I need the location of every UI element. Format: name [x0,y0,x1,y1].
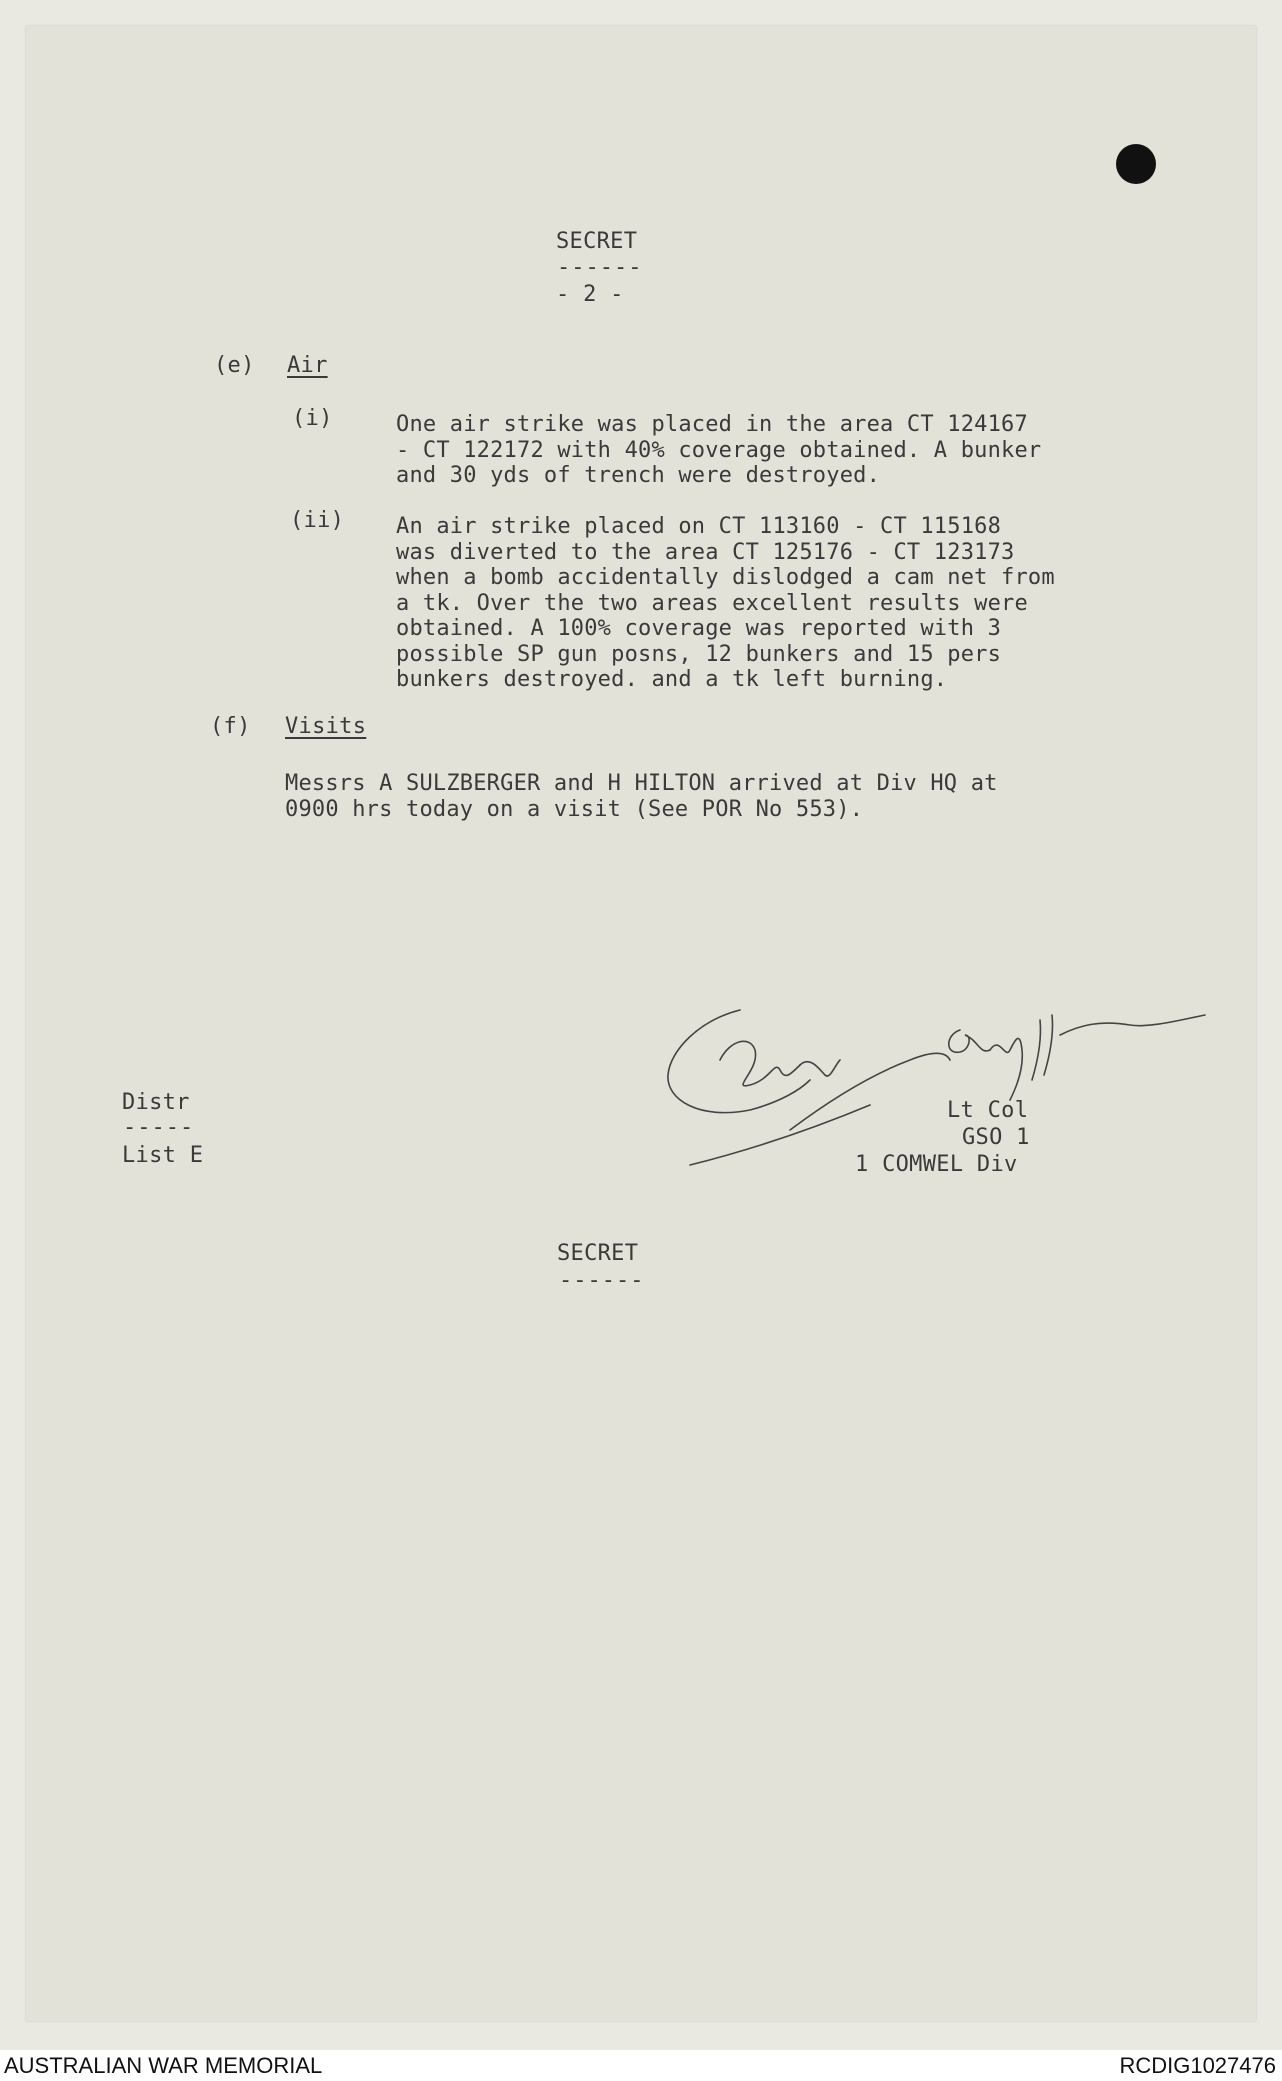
page-number: - 2 - [556,282,624,307]
header-classification-underline: ------ [557,255,643,280]
item-ii-marker: (ii) [290,508,345,533]
distribution-list: List E [122,1143,204,1168]
item-i-text: One air strike was placed in the area CT 124167 - CT 122172 with 40% coverage obtained. A bunker and 30 yds of trench were destroyed. [396,412,1042,488]
archive-name: AUSTRALIAN WAR MEMORIAL [4,2053,323,2078]
footer-classification-underline: ------ [559,1268,645,1293]
footer-classification: SECRET [557,1241,639,1266]
header-classification: SECRET [556,229,638,254]
section-e-marker: (e) [214,353,255,378]
distribution-label: Distr [122,1090,190,1115]
signature-image [660,980,1220,1180]
section-f-heading: Visits [285,714,367,739]
archive-footer [0,2050,1282,2081]
item-ii-text: An air strike placed on CT 113160 - CT 115168 was diverted to the area CT 125176 - CT 123173 when a bomb accidentally dislodged a cam net from a tk. Over the two areas excellent results were obtained. A 100% coverage was reported with 3 possible SP gun posns, 12 bunkers and 15 pers bunkers destroyed. and a tk left burning. [396,514,1055,692]
signatory-appointment: GSO 1 [962,1125,1030,1150]
distribution-underline: ----- [123,1115,195,1140]
item-i-marker: (i) [292,406,333,431]
signatory-rank: Lt Col [947,1098,1029,1123]
section-e-heading: Air [287,353,328,378]
archive-reference: RCDIG1027476 [1119,2053,1276,2078]
punch-hole [1116,144,1156,184]
signatory-unit: 1 COMWEL Div [855,1152,1018,1177]
section-f-text: Messrs A SULZBERGER and H HILTON arrived at Div HQ at 0900 hrs today on a visit (See POR No 553). [285,771,998,822]
section-f-marker: (f) [210,714,251,739]
